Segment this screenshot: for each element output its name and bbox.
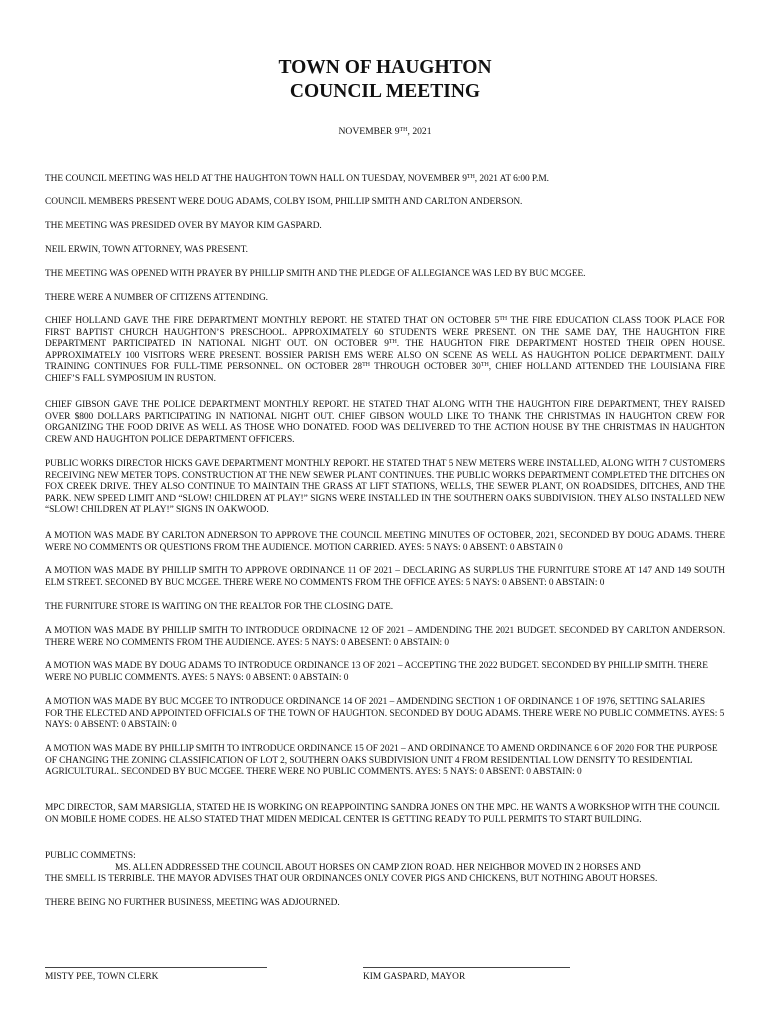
mayor-signature-line [363,967,570,968]
paragraph-members-present: COUNCIL MEMBERS PRESENT WERE DOUG ADAMS, COLBY ISOM, PHILLIP SMITH AND CARLTON ANDERSON. [45,197,523,207]
paragraph-mpc-director: MPC DIRECTOR, SAM MARSIGLIA, STATED HE IS WORKING ON REAPPOINTING SANDRA JONES ON THE MPC. HE WANTS A WORKSHOP WITH THE COUNCIL ON MOBILE HOME CODES. HE ALSO STATED THAT MIDEN MEDICAL CENTER IS GETTING READY TO PULL PERMITS TO START BUILDING. [45,803,720,825]
document-title: TOWN OF HAUGHTON [278,57,492,78]
public-comments-line-1: MS. ALLEN ADDRESSED THE COUNCIL ABOUT HORSES ON CAMP ZION ROAD. HER NEIGHBOR MOVED IN 2 HORSES AND [115,862,641,873]
paragraph-public-works-report: PUBLIC WORKS DIRECTOR HICKS GAVE DEPARTMENT MONTHLY REPORT. HE STATED THAT 5 NEW METERS WERE INSTALLED, ALONG WITH 7 CUSTOMERS RECEIVING NEW METER TOPS. CONSTRUCTION AT THE NEW SEWER PLANT CONTINUES. THE PUBLIC WORKS DEPARTMENT COMPLETED THE DITCHES ON FOX CREEK DRIVE. THEY ALSO CONTINUE TO MAINTAIN THE GRASS AT LIFT STATIONS, WELLS, THE SEWER PLANT, ON ROADSIDES, DITCHES, AND THE PARK. NEW SPEED LIMIT AND “SLOW! CHILDREN AT PLAY!” SIGNS WERE INSTALLED IN THE SOUTHERN OAKS SUBDIVISION. THEY ALSO INSTALLED NEW “SLOW! CHILDREN AT PLAY!” SIGNS IN OAKWOOD. [45,459,725,516]
paragraph-citizens: THERE WERE A NUMBER OF CITIZENS ATTENDING. [45,293,268,303]
paragraph-meeting-held: THE COUNCIL MEETING WAS HELD AT THE HAUGHTON TOWN HALL ON TUESDAY, NOVEMBER 9TH, 2021 AT 6:00 P.M. [45,174,549,184]
public-comments-heading: PUBLIC COMMETNS: [45,851,136,861]
paragraph-motion-ordinance-15: A MOTION WAS MADE BY PHILLIP SMITH TO INTRODUCE ORDINANCE 15 OF 2021 – AND ORDINANCE TO AMEND ORDINANCE 6 OF 2020 FOR THE PURPOSE OF CHANGING THE ZONING CLASSIFICATION OF LOT 2, SOUTHERN OAKS SUBDIVISION UNIT 4 FROM RESIDENTIAL LOW DENSITY TO RESIDENTIAL AGRICULTURAL. SECONDED BY BUC MCGEE. THERE WERE NO PUBLIC COMMENTS. AYES: 5 NAYS: 0 ABSENT: 0 ABSTAIN: 0 [45,744,718,778]
paragraph-motion-ordinance-11: A MOTION WAS MADE BY PHILLIP SMITH TO APPROVE ORDINANCE 11 OF 2021 – DECLARING AS SURPLUS THE FURNITURE STORE AT 147 AND 149 SOUTH ELM STREET. SECONED BY BUC MCGEE. THERE WERE NO COMMENTS FROM THE OFFICE AYES: 5 NAYS: 0 ABSENT: 0 ABSTAIN: 0 [45,566,725,588]
paragraph-attorney: NEIL ERWIN, TOWN ATTORNEY, WAS PRESENT. [45,245,248,255]
paragraph-police-report: CHIEF GIBSON GAVE THE POLICE DEPARTMENT MONTHLY REPORT. HE STATED THAT ALONG WITH THE HAUGHTON FIRE DEPARTMENT, THEY RAISED OVER $800 DOLLARS PARTICIPATING IN NATIONAL NIGHT OUT. CHIEF GIBSON WOULD LIKE TO THANK THE CHRISTMAS IN HAUGHTON CREW FOR ORGANIZING THE FOOD DRIVE AS WELL AS THOSE WHO DONATED. FOOD WAS DELIVERED TO THE ACTION HOUSE BY THE CHRISTMAS IN HAUGHTON CREW AND HAUGHTON POLICE DEPARTMENT OFFICERS. [45,400,725,445]
public-comments-line-2: THE SMELL IS TERRIBLE. THE MAYOR ADVISES THAT OUR ORDINANCES ONLY COVER PIGS AND CHICKENS, BUT NOTHING ABOUT HORSES. [45,874,658,885]
document-subtitle: COUNCIL MEETING [289,81,481,102]
paragraph-prayer: THE MEETING WAS OPENED WITH PRAYER BY PHILLIP SMITH AND THE PLEDGE OF ALLEGIANCE WAS LED BY BUC MCGEE. [45,269,586,279]
paragraph-fire-report: CHIEF HOLLAND GAVE THE FIRE DEPARTMENT MONTHLY REPORT. HE STATED THAT ON OCTOBER 5TH THE FIRE EDUCATION CLASS TOOK PLACE FOR FIRST BAPTIST CHURCH HAUGHTON’S PRESCHOOL. APPROXIMATELY 60 STUDENTS WERE PRESENT. ON THE SAME DAY, THE HAUGHTON FIRE DEPARTMENT PARTICIPATED IN NATIONAL NIGHT OUT. ON OCTOBER 9TH. THE HAUGHTON FIRE DEPARTMENT HOSTED THEIR OPEN HOUSE. APPROXIMATELY 100 VISITORS WERE PRESENT. BOSSIER PARISH EMS WERE ALSO ON SCENE AS WELL AS HAUGHTON POLICE DEPARTMENT. DAILY TRAINING CONTINUES FOR FULL-TIME PERSONNEL. ON OCTOBER 28TH THROUGH OCTOBER 30TH, CHIEF HOLLAND ATTENDED THE LOUISIANA FIRE CHIEF’S FALL SYMPOSIUM IN RUSTON. [45,316,725,384]
paragraph-motion-ordinance-13: A MOTION WAS MADE BY DOUG ADAMS TO INTRODUCE ORDINANCE 13 OF 2021 – ACCEPTING THE 2022 BUDGET. SECONDED BY PHILLIP SMITH. THERE WERE NO PUBLIC COMMENTS. AYES: 5 NAYS: 0 ABSENT: 0 ABSTAIN: 0 [45,661,708,683]
paragraph-adjourned: THERE BEING NO FURTHER BUSINESS, MEETING WAS ADJOURNED. [45,898,340,908]
paragraph-motion-minutes: A MOTION WAS MADE BY CARLTON ADNERSON TO APPROVE THE COUNCIL MEETING MINUTES OF OCTOBER, 2021, SECONDED BY DOUG ADAMS. THERE WERE NO COMMENTS OR QUESTIONS FROM THE AUDIENCE. MOTION CARRIED. AYES: 5 NAYS: 0 ABSENT: 0 ABSTAIN 0 [45,531,725,553]
paragraph-motion-ordinance-14: A MOTION WAS MADE BY BUC MCGEE TO INTRODUCE ORDINANCE 14 OF 2021 – AMDENDING SECTION 1 OF ORDINANCE 1 OF 1976, SETTING SALARIES FOR THE ELECTED AND APPOINTED OFFICIALS OF THE TOWN OF HAUGHTON. SECONDED BY DOUG ADAMS. THERE WERE NO PUBLIC COMMETNS. AYES: 5 NAYS: 0 ABSENT: 0 ABSTAIN: 0 [45,697,725,731]
paragraph-presided: THE MEETING WAS PRESIDED OVER BY MAYOR KIM GASPARD. [45,221,322,231]
clerk-signature-line [45,967,267,968]
clerk-signature-label: MISTY PEE, TOWN CLERK [45,972,159,982]
paragraph-public-comments [45,851,725,886]
meeting-date: NOVEMBER 9TH, 2021 [338,126,432,137]
paragraph-furniture-store: THE FURNITURE STORE IS WAITING ON THE REALTOR FOR THE CLOSING DATE. [45,602,394,612]
mayor-signature-label: KIM GASPARD, MAYOR [363,972,466,982]
paragraph-motion-ordinance-12: A MOTION WAS MADE BY PHILLIP SMITH TO INTRODUCE ORDINACNE 12 OF 2021 – AMDENDING THE 2021 BUDGET. SECONDED BY CARLTON ANDERSON. THERE WERE NO COMMENTS FROM THE AUDIENCE. AYES: 5 NAYS: 0 ABESENT: 0 ABSTAIN: 0 [45,626,725,648]
